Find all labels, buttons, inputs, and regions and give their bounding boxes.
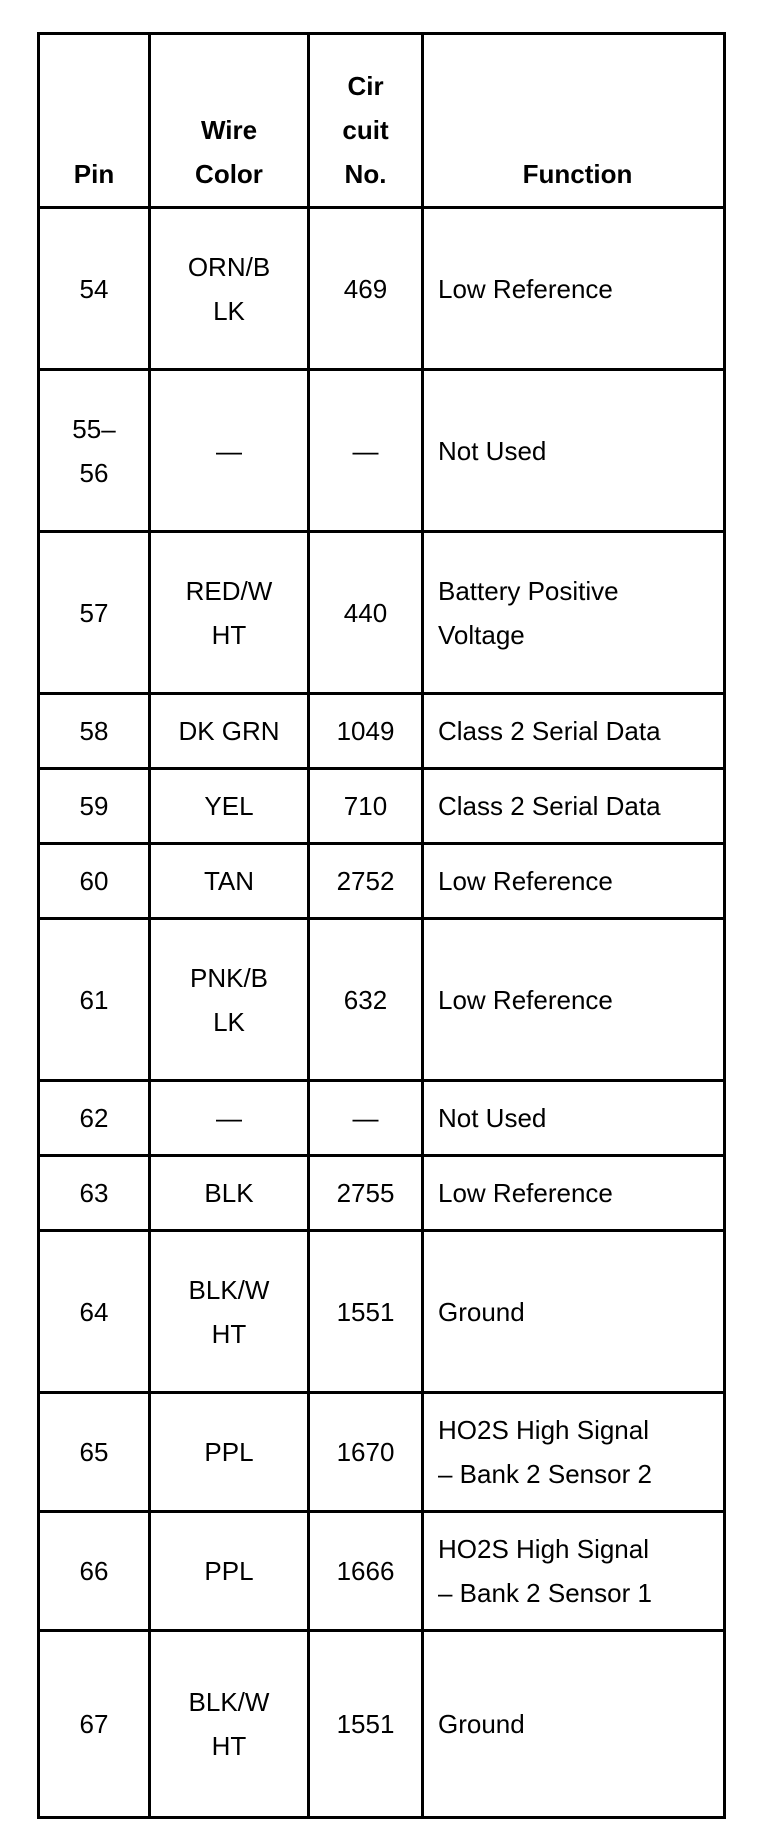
- function-cell: [423, 532, 725, 694]
- header-pin: [39, 34, 150, 208]
- function-value: Low Reference: [438, 984, 613, 1015]
- circuit-value: 1666: [336, 1556, 395, 1586]
- function-value: – Bank 2 Sensor 2: [438, 1459, 652, 1489]
- pin-value: 59: [79, 791, 109, 821]
- circuit-cell: [309, 1156, 423, 1231]
- table-row: [39, 532, 725, 694]
- function-cell: [423, 919, 725, 1081]
- circuit-value: —: [352, 435, 379, 466]
- wire-color-value: HT: [211, 1731, 247, 1761]
- wire-color-value: PNK/B: [189, 962, 269, 993]
- function-cell: [423, 370, 725, 532]
- circuit-value: 1551: [336, 1709, 395, 1739]
- header-circuit-line: Cir: [347, 71, 384, 101]
- wire-color-cell: [150, 1631, 309, 1818]
- pin-value: 55–: [72, 413, 116, 444]
- wire-color-value: —: [216, 435, 242, 466]
- function-value: HO2S High Signal: [438, 1415, 649, 1445]
- pin-value: 61: [79, 984, 109, 1015]
- function-value: Class 2 Serial Data: [438, 716, 661, 746]
- circuit-cell: [309, 844, 423, 919]
- pin-cell: [39, 919, 150, 1081]
- function-value: HO2S High Signal: [438, 1534, 649, 1564]
- pin-value: 63: [79, 1178, 109, 1208]
- circuit-cell: [309, 919, 423, 1081]
- table-row: [39, 1156, 725, 1231]
- function-value: Ground: [438, 1709, 525, 1739]
- table-row: [39, 1393, 725, 1512]
- wire-color-cell: [150, 1081, 309, 1156]
- pin-cell: [39, 844, 150, 919]
- wire-color-value: DK GRN: [178, 716, 280, 746]
- pin-cell: [39, 694, 150, 769]
- wire-color-value: BLK/W: [188, 1687, 270, 1717]
- circuit-value: 2752: [336, 866, 395, 896]
- pin-value: 64: [79, 1296, 109, 1327]
- function-cell: [423, 1393, 725, 1512]
- pin-value: 57: [79, 597, 109, 628]
- circuit-cell: [309, 1081, 423, 1156]
- function-cell: [423, 844, 725, 919]
- connector-pinout-table: [37, 32, 726, 1819]
- header-wire-color: [150, 34, 309, 208]
- wire-color-value: BLK: [204, 1178, 254, 1208]
- pin-value: 62: [79, 1103, 109, 1133]
- wire-color-cell: [150, 532, 309, 694]
- wire-color-value: LK: [213, 1006, 245, 1037]
- header-pin-line: Pin: [73, 159, 115, 189]
- header-circuit-no: [309, 34, 423, 208]
- circuit-cell: [309, 1512, 423, 1631]
- table-row: [39, 1231, 725, 1393]
- wire-color-value: TAN: [203, 866, 255, 896]
- pin-value: 60: [79, 866, 109, 896]
- circuit-value: 469: [343, 273, 388, 304]
- pin-value: 54: [79, 273, 109, 304]
- circuit-cell: [309, 769, 423, 844]
- circuit-value: 710: [343, 791, 388, 821]
- circuit-value: 1551: [336, 1296, 395, 1327]
- wire-color-cell: [150, 844, 309, 919]
- function-value: Class 2 Serial Data: [438, 791, 661, 821]
- function-value: – Bank 2 Sensor 1: [438, 1578, 652, 1608]
- table-row: [39, 370, 725, 532]
- table-row: [39, 1512, 725, 1631]
- header-circuit-line: No.: [344, 159, 387, 189]
- pin-value: 65: [79, 1437, 109, 1467]
- circuit-value: 440: [343, 597, 388, 628]
- function-cell: [423, 1081, 725, 1156]
- wire-color-value: YEL: [204, 791, 254, 821]
- circuit-value: 632: [343, 984, 388, 1015]
- circuit-cell: [309, 370, 423, 532]
- header-wire-color-line: Wire: [200, 115, 258, 145]
- wire-color-value: —: [216, 1103, 242, 1133]
- wire-color-cell: [150, 769, 309, 844]
- circuit-value: —: [352, 1103, 379, 1133]
- circuit-value: 1670: [336, 1437, 395, 1467]
- table-row: [39, 919, 725, 1081]
- function-cell: [423, 1231, 725, 1393]
- header-function-line: Function: [522, 159, 633, 189]
- wire-color-value: PPL: [204, 1437, 254, 1467]
- table-row: [39, 208, 725, 370]
- header-function: [423, 34, 725, 208]
- function-value: Not Used: [438, 1103, 547, 1133]
- function-cell: [423, 1631, 725, 1818]
- wire-color-cell: [150, 370, 309, 532]
- wire-color-cell: [150, 1231, 309, 1393]
- function-cell: [423, 208, 725, 370]
- pin-cell: [39, 1512, 150, 1631]
- pin-cell: [39, 1156, 150, 1231]
- function-value: Voltage: [438, 619, 525, 650]
- circuit-cell: [309, 532, 423, 694]
- header-wire-color-line: Color: [195, 159, 263, 189]
- wire-color-value: HT: [211, 619, 247, 650]
- pin-value: 58: [79, 716, 109, 746]
- function-value: Ground: [438, 1296, 525, 1327]
- function-value: Battery Positive: [438, 575, 619, 606]
- pin-cell: [39, 370, 150, 532]
- function-cell: [423, 1512, 725, 1631]
- pin-value: 67: [79, 1709, 109, 1739]
- function-cell: [423, 769, 725, 844]
- wire-color-value: PPL: [204, 1556, 254, 1586]
- wire-color-cell: [150, 1156, 309, 1231]
- wire-color-cell: [150, 1393, 309, 1512]
- function-cell: [423, 694, 725, 769]
- wire-color-value: LK: [213, 295, 245, 326]
- circuit-cell: [309, 1231, 423, 1393]
- table-row: [39, 1081, 725, 1156]
- pin-cell: [39, 769, 150, 844]
- header-circuit-line: cuit: [342, 115, 389, 145]
- wire-color-cell: [150, 694, 309, 769]
- circuit-value: 2755: [336, 1178, 395, 1208]
- wire-color-value: RED/W: [185, 575, 273, 606]
- table-row: [39, 844, 725, 919]
- circuit-cell: [309, 1631, 423, 1818]
- table-row: [39, 769, 725, 844]
- circuit-cell: [309, 694, 423, 769]
- pin-value: 56: [79, 457, 109, 488]
- function-value: Low Reference: [438, 273, 613, 304]
- wire-color-value: HT: [211, 1318, 247, 1349]
- function-cell: [423, 1156, 725, 1231]
- function-value: Low Reference: [438, 866, 613, 896]
- pin-cell: [39, 1393, 150, 1512]
- wire-color-value: BLK/W: [188, 1274, 270, 1305]
- wire-color-cell: [150, 919, 309, 1081]
- pin-cell: [39, 1631, 150, 1818]
- pin-cell: [39, 208, 150, 370]
- pin-cell: [39, 1081, 150, 1156]
- wire-color-cell: [150, 208, 309, 370]
- pin-value: 66: [79, 1556, 109, 1586]
- table-row: [39, 694, 725, 769]
- wire-color-value: ORN/B: [187, 251, 271, 282]
- table-header-row: [39, 34, 725, 208]
- pin-cell: [39, 1231, 150, 1393]
- circuit-cell: [309, 1393, 423, 1512]
- circuit-value: 1049: [336, 716, 395, 746]
- wire-color-cell: [150, 1512, 309, 1631]
- circuit-cell: [309, 208, 423, 370]
- pin-cell: [39, 532, 150, 694]
- function-value: Low Reference: [438, 1178, 613, 1208]
- function-value: Not Used: [438, 435, 547, 466]
- table-row: [39, 1631, 725, 1818]
